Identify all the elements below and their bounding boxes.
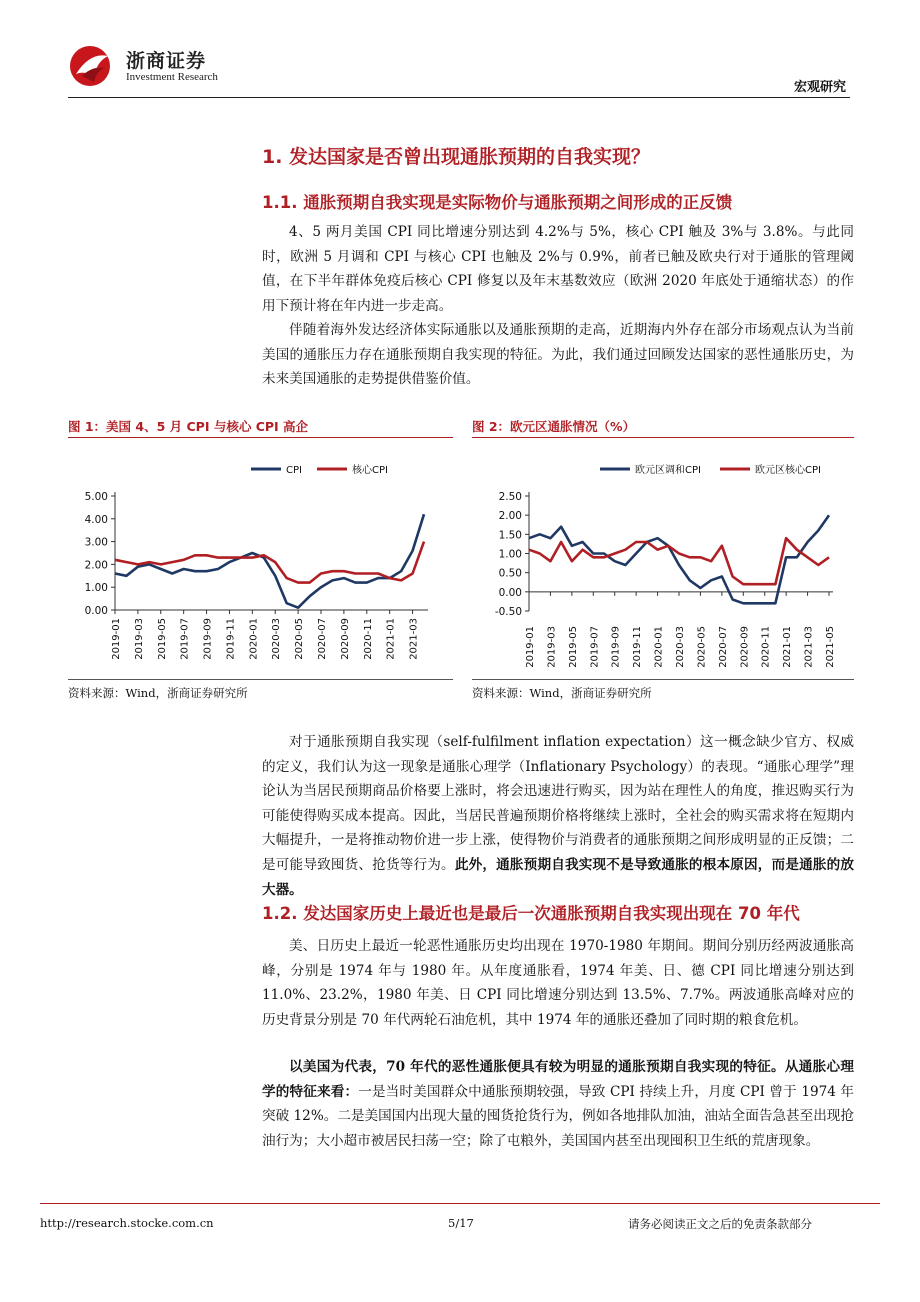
footer-page-number: 5/17 (448, 1216, 474, 1230)
report-section: 宏观研究 (793, 80, 846, 95)
brand-name: 浙商证券 (126, 50, 207, 72)
x-tick-label: 2020-05 (696, 626, 708, 668)
x-tick-label: 2019-09 (610, 626, 622, 668)
y-tick-label: 0.00 (84, 605, 108, 617)
x-tick-label: 2020-01 (653, 626, 665, 668)
x-tick-label: 2020-11 (362, 618, 374, 660)
y-tick-label: -0.50 (494, 606, 522, 618)
y-tick-label: 2.00 (498, 510, 522, 523)
x-tick-label: 2019-07 (179, 618, 191, 660)
brand-subtitle: Investment Research (126, 71, 218, 83)
x-tick-label: 2019-05 (567, 626, 579, 668)
heading-1-2: 1.2. 发达国家历史上最近也是最后一次通胀预期自我实现出现在 70 年代 (262, 904, 800, 923)
series-line-1 (115, 514, 424, 608)
y-tick-label: 2.50 (498, 491, 522, 503)
x-tick-label: 2020-07 (717, 626, 729, 668)
y-tick-label: 1.50 (498, 529, 522, 542)
legend-label-2: 欧元区核心CPI (755, 465, 821, 476)
paragraph-5-emphasis: 以美国为代表，70 年代的恶性通胀便具有较为明显的通胀预期自我实现的特征。从通胀心理学的特征来看： (262, 1059, 854, 1100)
figure-2-top-rule (472, 437, 854, 438)
series-line-2 (115, 542, 424, 583)
x-tick-label: 2021-03 (803, 626, 815, 668)
x-tick-label: 2019-11 (225, 618, 237, 660)
figure-1-bottom-rule (68, 679, 453, 680)
x-tick-label: 2019-03 (133, 618, 145, 660)
x-tick-label: 2021-01 (385, 618, 397, 660)
x-tick-label: 2020-03 (271, 618, 283, 660)
x-tick-label: 2019-03 (546, 626, 558, 668)
paragraph-3-text: 对于通胀预期自我实现（self-fulfilment inflation expectation）这一概念缺少官方、权威的定义，我们认为这一现象是通胀心理学（Inflationary Psychology）的表现。“通胀心理学”理论认为当居民预期商品价格要上涨时，将会迅速进行购买，因为站在理性人的角度，推迟购买行为可能使得购买成本提高。因此，当居民普遍预期价格将继续上涨时，全社会的购买需求将在短期内大幅提升，一是将推动物价进一步上涨，使得物价与消费者的通胀预期之间形成明显的正反馈；二是可能导致囤货、抢货等行为。 (262, 734, 854, 873)
heading-1: 1. 发达国家是否曾出现通胀预期的自我实现？ (262, 146, 651, 168)
y-tick-label: 0.00 (498, 586, 522, 599)
x-tick-label: 2019-09 (202, 618, 214, 660)
legend-label-1: CPI (286, 465, 302, 476)
paragraph-5 (262, 1055, 854, 1153)
x-tick-label: 2021-05 (825, 626, 836, 668)
y-tick-label: 1.00 (84, 582, 108, 595)
x-tick-label: 2020-09 (339, 618, 351, 660)
figure-1-top-rule (68, 437, 453, 438)
paragraph-4: 美、日历史上最近一轮恶性通胀历史均出现在 1970-1980 年期间。期间分别历经两波通胀高峰，分别是 1974 年与 1980 年。从年度通胀看，1974 年美、日、德 CPI 同比增速分别达到 11.0%、23.2%，1980 年美、日 CPI 同比增速分别达到 13.5%、7.7%。两波通胀高峰对应的历史背景分别是 70 年代两轮石油危机，其中 1974 年的通胀还叠加了同时期的粮食危机。 (262, 938, 854, 1028)
footer-disclaimer: 请务必阅读正文之后的免责条款部分 (628, 1217, 812, 1231)
x-tick-label: 2019-01 (111, 618, 122, 660)
x-tick-label: 2020-03 (675, 626, 686, 668)
x-tick-label: 2021-03 (408, 618, 420, 660)
paragraph-3 (262, 730, 854, 902)
x-tick-label: 2020-07 (317, 618, 328, 660)
figure-1-source: 资料来源：Wind，浙商证券研究所 (68, 686, 248, 700)
paragraph-3-emphasis: 此外，通胀预期自我实现不是导致通胀的根本原因，而是通胀的放大器。 (262, 856, 855, 898)
x-tick-label: 2020-01 (248, 618, 260, 660)
y-tick-label: 3.00 (84, 536, 108, 549)
paragraph-2: 伴随着海外发达经济体实际通胀以及通胀预期的走高，近期海内外存在部分市场观点认为当前美国的通胀压力存在通胀预期自我实现的特征。为此，我们通过回顾发达国家的恶性通胀历史，为未来美国通胀的走势提供借鉴价值。 (262, 322, 854, 388)
brand-logo-icon (68, 44, 118, 88)
figure-2-chart (472, 450, 854, 678)
legend-label-1: 欧元区调和CPI (635, 465, 701, 476)
footer-url[interactable]: http://research.stocke.com.cn (40, 1216, 214, 1230)
x-tick-label: 2021-01 (782, 626, 794, 668)
x-tick-label: 2020-11 (760, 626, 772, 668)
header-divider (68, 97, 850, 98)
x-tick-label: 2020-09 (739, 626, 751, 668)
x-tick-label: 2020-05 (294, 618, 306, 660)
heading-1-1: 1.1. 通胀预期自我实现是实际物价与通胀预期之间形成的正反馈 (262, 193, 733, 212)
y-tick-label: 5.00 (84, 491, 108, 503)
figure-2-source: 资料来源：Wind，浙商证券研究所 (472, 686, 652, 700)
y-tick-label: 0.50 (498, 567, 522, 580)
figure-2-bottom-rule (472, 679, 854, 680)
page-header (68, 40, 848, 98)
legend-label-2: 核心CPI (352, 465, 388, 476)
paragraph-1: 4、5 两月美国 CPI 同比增速分别达到 4.2%与 5%，核心 CPI 触及 3%与 3.8%。与此同时，欧洲 5 月调和 CPI 与核心 CPI 也触及 2%与 0.9%，前者已触及欧央行对于通胀的管理阈值，在下半年群体免疫后核心 CPI 修复以及年末基数效应（欧洲 2020 年底处于通缩状态）的作用下预计将在年内进一步走高。 (262, 224, 854, 314)
footer-divider (40, 1203, 880, 1204)
figure-1-title: 图 1：美国 4、5 月 CPI 与核心 CPI 高企 (68, 419, 309, 434)
x-tick-label: 2019-05 (156, 618, 168, 660)
paragraph-5-text: 一是当时美国群众中通胀预期较强，导致 CPI 持续上升，月度 CPI 曾于 1974 年突破 12%。二是美国国内出现大量的囤货抢货行为，例如各地排队加油，油站全面告急甚至出现抢油行为；大小超市被居民扫荡一空；除了屯粮外，美国国内甚至出现囤积卫生纸的荒唐现象。 (262, 1083, 855, 1149)
figure-2-title: 图 2：欧元区通胀情况（%） (472, 419, 636, 434)
y-tick-label: 4.00 (84, 513, 108, 526)
x-tick-label: 2019-07 (589, 626, 601, 668)
x-tick-label: 2019-01 (525, 626, 536, 668)
y-tick-label: 1.00 (498, 548, 522, 561)
x-tick-label: 2019-11 (632, 626, 644, 668)
y-tick-label: 2.00 (84, 559, 108, 572)
figure-1-chart (68, 450, 453, 678)
